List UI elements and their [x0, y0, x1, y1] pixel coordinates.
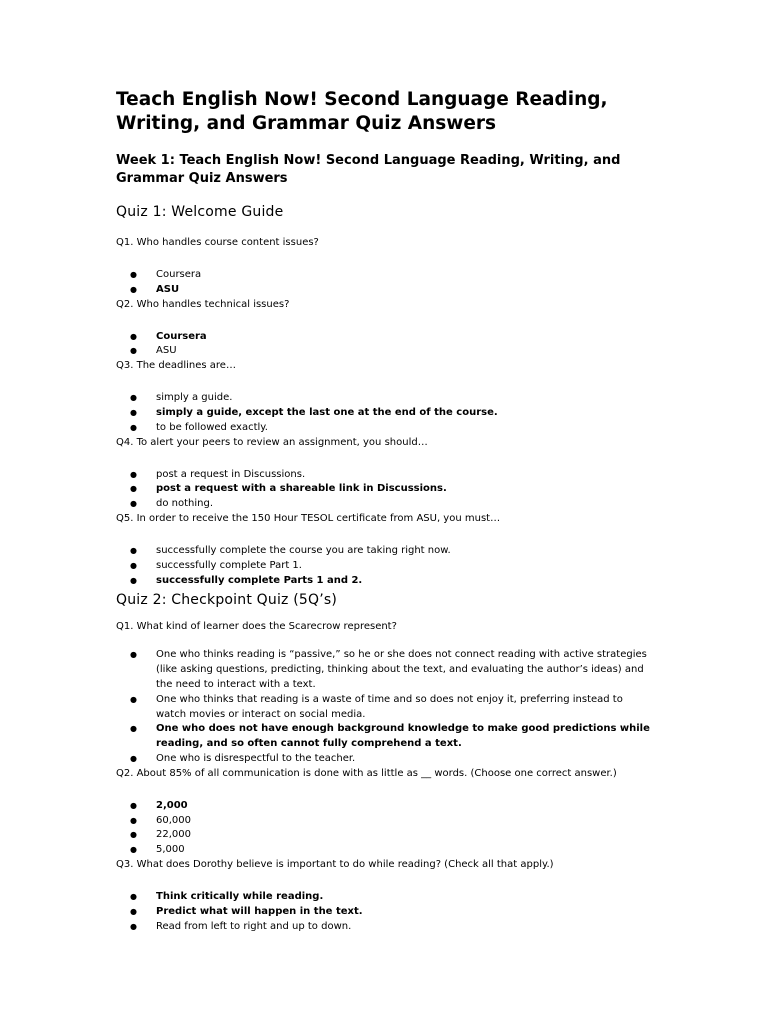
answer-text: One who thinks reading is “passive,” so he or she does not connect reading with active strategies (like asking questions, predicting, thinking about the text, and evaluating the author’s ideas) and the need to interact with a text. [156, 649, 647, 690]
answer-option [116, 814, 656, 829]
answer-option [116, 283, 656, 298]
answer-text: ASU [156, 345, 177, 357]
answer-text: to be followed exactly. [156, 421, 268, 433]
question: Q5. In order to receive the 150 Hour TESOL certificate from ASU, you must… [116, 512, 501, 524]
answer-option [116, 391, 656, 406]
answer-option [116, 482, 656, 497]
question: Q1. Who handles course content issues? [116, 237, 319, 248]
answer-text: successfully complete Parts 1 and 2. [156, 574, 363, 586]
answer-list [116, 330, 656, 360]
answer-text: simply a guide. [156, 392, 233, 404]
question: Q2. About 85% of all communication is done with as little as __ words. (Choose one correct answer.) [116, 767, 617, 779]
answer-text: One who does not have enough background knowledge to make good predictions while reading, and so often cannot fully comprehend a text. [156, 723, 650, 750]
answer-text: 22,000 [156, 829, 191, 841]
bullet-icon: ● [130, 407, 137, 417]
answer-option [116, 497, 656, 512]
question: Q3. What does Dorothy believe is important to do while reading? (Check all that apply.) [116, 858, 554, 870]
answer-list [116, 468, 656, 512]
answer-text: 5,000 [156, 844, 185, 856]
answer-option [116, 574, 656, 589]
answer-option [116, 828, 656, 843]
answer-option [116, 752, 656, 767]
bullet-icon: ● [130, 891, 137, 901]
bullet-icon: ● [130, 650, 137, 660]
answer-option [116, 468, 656, 483]
bullet-icon: ● [130, 906, 137, 916]
answer-option [116, 693, 656, 723]
bullet-icon: ● [130, 545, 137, 555]
document-title: Teach English Now! Second Language Reading, Writing, and Grammar Quiz Answers [116, 89, 608, 134]
quiz-section [116, 202, 656, 588]
bullet-icon: ● [130, 422, 137, 432]
answer-text: Think critically while reading. [156, 890, 324, 902]
answer-option [116, 905, 656, 920]
answer-option [116, 406, 656, 421]
quiz-heading: Quiz 2: Checkpoint Quiz (5Q’s) [116, 592, 338, 609]
answer-text: Coursera [156, 330, 207, 342]
answer-option [116, 330, 656, 345]
answer-text: post a request with a shareable link in Discussions. [156, 483, 447, 495]
bullet-icon: ● [130, 469, 137, 479]
bullet-icon: ● [130, 830, 137, 840]
bullet-icon: ● [130, 346, 137, 356]
answer-option [116, 559, 656, 574]
quiz-heading: Quiz 1: Welcome Guide [116, 204, 284, 220]
answer-option [116, 648, 656, 692]
answer-list [116, 799, 656, 858]
answer-text: One who thinks that reading is a waste of time and so does not enjoy it, preferring instead to watch movies or interact on social media. [156, 693, 623, 720]
answer-text: Read from left to right and up to down. [156, 920, 352, 932]
answer-text: Predict what will happen in the text. [156, 905, 363, 917]
bullet-icon: ● [130, 753, 137, 763]
answer-option [116, 421, 656, 436]
bullet-icon: ● [130, 694, 137, 704]
answer-list [116, 544, 656, 588]
question: Q2. Who handles technical issues? [116, 298, 290, 310]
bullet-icon: ● [130, 270, 137, 279]
bullet-icon: ● [130, 815, 137, 825]
bullet-icon: ● [130, 331, 137, 341]
bullet-icon: ● [130, 921, 137, 931]
question: Q1. What kind of learner does the Scarecrow represent? [116, 621, 397, 633]
answer-text: simply a guide, except the last one at the end of the course. [156, 406, 498, 418]
document-page [116, 88, 656, 934]
quiz-section [116, 590, 656, 934]
bullet-icon: ● [130, 724, 137, 734]
answer-list [116, 890, 656, 934]
answer-list [116, 268, 656, 298]
answer-text: One who is disrespectful to the teacher. [156, 752, 356, 764]
answer-text: ASU [156, 283, 180, 295]
question: Q4. To alert your peers to review an assignment, you should… [116, 436, 428, 448]
answer-text: successfully complete Part 1. [156, 559, 302, 571]
answer-list [116, 648, 656, 766]
question: Q3. The deadlines are… [116, 360, 236, 372]
bullet-icon: ● [130, 393, 137, 403]
week-heading: Week 1: Teach English Now! Second Language Reading, Writing, and Grammar Quiz Answers [116, 153, 621, 186]
answer-option [116, 920, 656, 935]
bullet-icon: ● [130, 560, 137, 570]
answer-option [116, 843, 656, 858]
answer-option [116, 344, 656, 359]
answer-text: post a request in Discussions. [156, 468, 306, 480]
answer-text: Coursera [156, 269, 202, 280]
answer-text: successfully complete the course you are taking right now. [156, 544, 451, 556]
answer-text: 2,000 [156, 799, 188, 811]
bullet-icon: ● [130, 484, 137, 494]
answer-option [116, 890, 656, 905]
answer-option [116, 544, 656, 559]
bullet-icon: ● [130, 845, 137, 855]
bullet-icon: ● [130, 499, 137, 509]
bullet-icon: ● [130, 800, 137, 810]
answer-option [116, 722, 656, 752]
answer-option [116, 799, 656, 814]
answer-option [116, 268, 656, 283]
bullet-icon: ● [130, 284, 137, 294]
answer-text: do nothing. [156, 498, 214, 510]
answer-text: 60,000 [156, 814, 191, 826]
bullet-icon: ● [130, 575, 137, 585]
answer-list [116, 391, 656, 435]
